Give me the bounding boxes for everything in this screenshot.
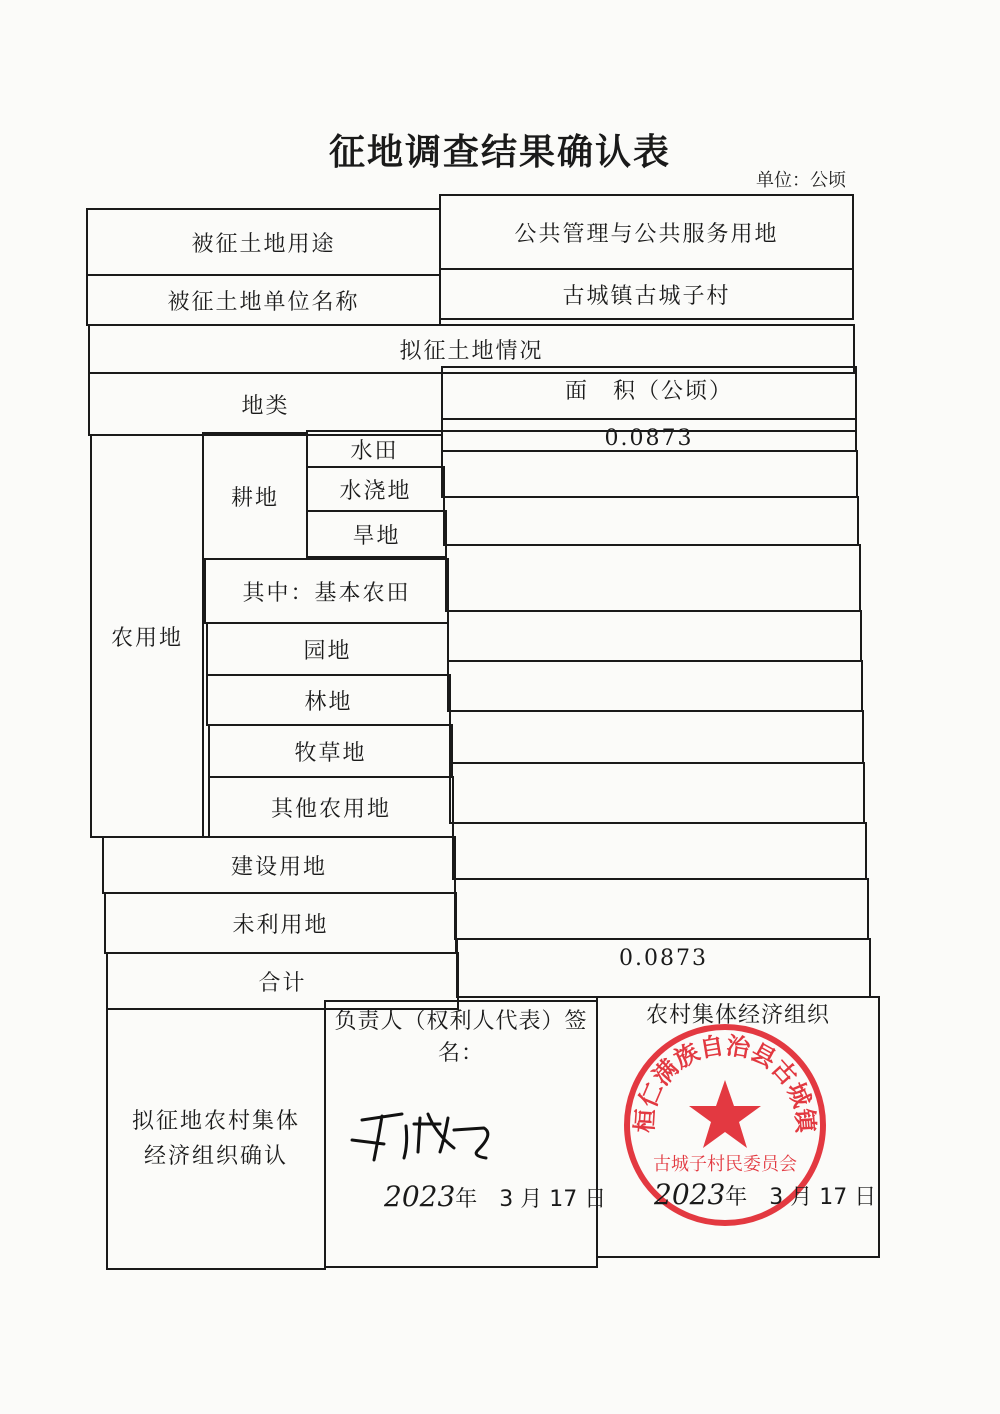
- pasture-label-text: 牧草地: [294, 740, 367, 766]
- other-agri-value: [449, 762, 865, 824]
- unit-label: 单位：公顷: [756, 170, 846, 191]
- unused-label-text: 未利用地: [232, 912, 329, 938]
- construction-label-text: 建设用地: [230, 854, 327, 880]
- unit-name-value-text: 古城镇古城子村: [562, 283, 731, 309]
- pasture-label: [208, 724, 453, 778]
- unit-name-label: [86, 274, 441, 326]
- construction-value: [452, 822, 867, 880]
- total-value: [456, 938, 871, 998]
- other-agri-label-text: 其他农用地: [270, 796, 391, 822]
- arable-label: [202, 432, 308, 560]
- org-date-year: 2023: [654, 1178, 726, 1211]
- org-date-rest: 年 3 月 17 日: [725, 1185, 877, 1210]
- paddy-value: [441, 418, 857, 452]
- unused-value: [454, 878, 869, 940]
- unit-name-value: [439, 268, 854, 320]
- forest-label: [206, 674, 451, 726]
- forest-value: [447, 660, 863, 712]
- signer-date-rest: 年 3 月 17 日: [455, 1187, 607, 1212]
- signer-date-year: 2023: [384, 1180, 456, 1213]
- org-date: [654, 1178, 876, 1211]
- area-header-text: 面 积（公顷）: [564, 379, 733, 404]
- paddy-label: [306, 430, 443, 468]
- unit-name-label-text: 被征土地单位名称: [167, 289, 360, 315]
- dry-label-text: 旱地: [352, 523, 401, 549]
- land-type-header-text: 地类: [241, 393, 290, 419]
- basic-farmland-label-text: 其中：基本农田: [242, 580, 411, 606]
- purpose-label: [86, 208, 441, 276]
- signer-label: 负责人（权利人代表）签名：: [334, 1009, 588, 1066]
- irrigated-label-text: 水浇地: [339, 478, 412, 504]
- svg-text:桓仁满族自治县古城镇: 桓仁满族自治县古城镇: [630, 1031, 820, 1134]
- land-type-header: [88, 372, 443, 436]
- svg-text:古城子村民委员会: 古城子村民委员会: [653, 1154, 797, 1175]
- basic-farmland-label: [204, 558, 449, 624]
- dry-label: [306, 510, 447, 558]
- total-label-text: 合计: [258, 970, 307, 996]
- signature-image: [344, 1100, 514, 1170]
- unused-label: [104, 892, 457, 954]
- paddy-label-text: 水田: [350, 438, 399, 464]
- basic-farmland-value: [445, 544, 861, 612]
- confirm-label: [106, 1008, 326, 1270]
- garden-label-text: 园地: [303, 638, 352, 664]
- forest-label-text: 林地: [304, 689, 353, 715]
- purpose-value: [439, 194, 854, 270]
- confirm-label-text: 拟征地农村集体经济组织确认: [131, 1108, 300, 1169]
- purpose-value-text: 公共管理与公共服务用地: [514, 221, 779, 247]
- org-label: 农村集体经济组织: [645, 1003, 830, 1028]
- garden-label: [206, 622, 449, 676]
- section-header-text: 拟征土地情况: [399, 338, 544, 364]
- total-value-text: 0.0873: [619, 946, 708, 971]
- irrigated-label: [306, 466, 445, 512]
- paddy-value-text: 0.0873: [604, 426, 694, 451]
- other-agri-label: [208, 776, 454, 838]
- purpose-label-text: 被征土地用途: [191, 231, 336, 257]
- document-title: 征地调查结果确认表: [328, 131, 671, 173]
- irrigated-value: [441, 450, 858, 498]
- pasture-value: [449, 710, 864, 764]
- agri-label: [90, 434, 204, 838]
- agri-label-text: 农用地: [110, 625, 183, 651]
- dry-value: [443, 496, 859, 546]
- garden-value: [447, 610, 862, 662]
- signer-date: [384, 1180, 606, 1213]
- arable-label-text: 耕地: [230, 485, 279, 511]
- construction-label: [102, 836, 456, 894]
